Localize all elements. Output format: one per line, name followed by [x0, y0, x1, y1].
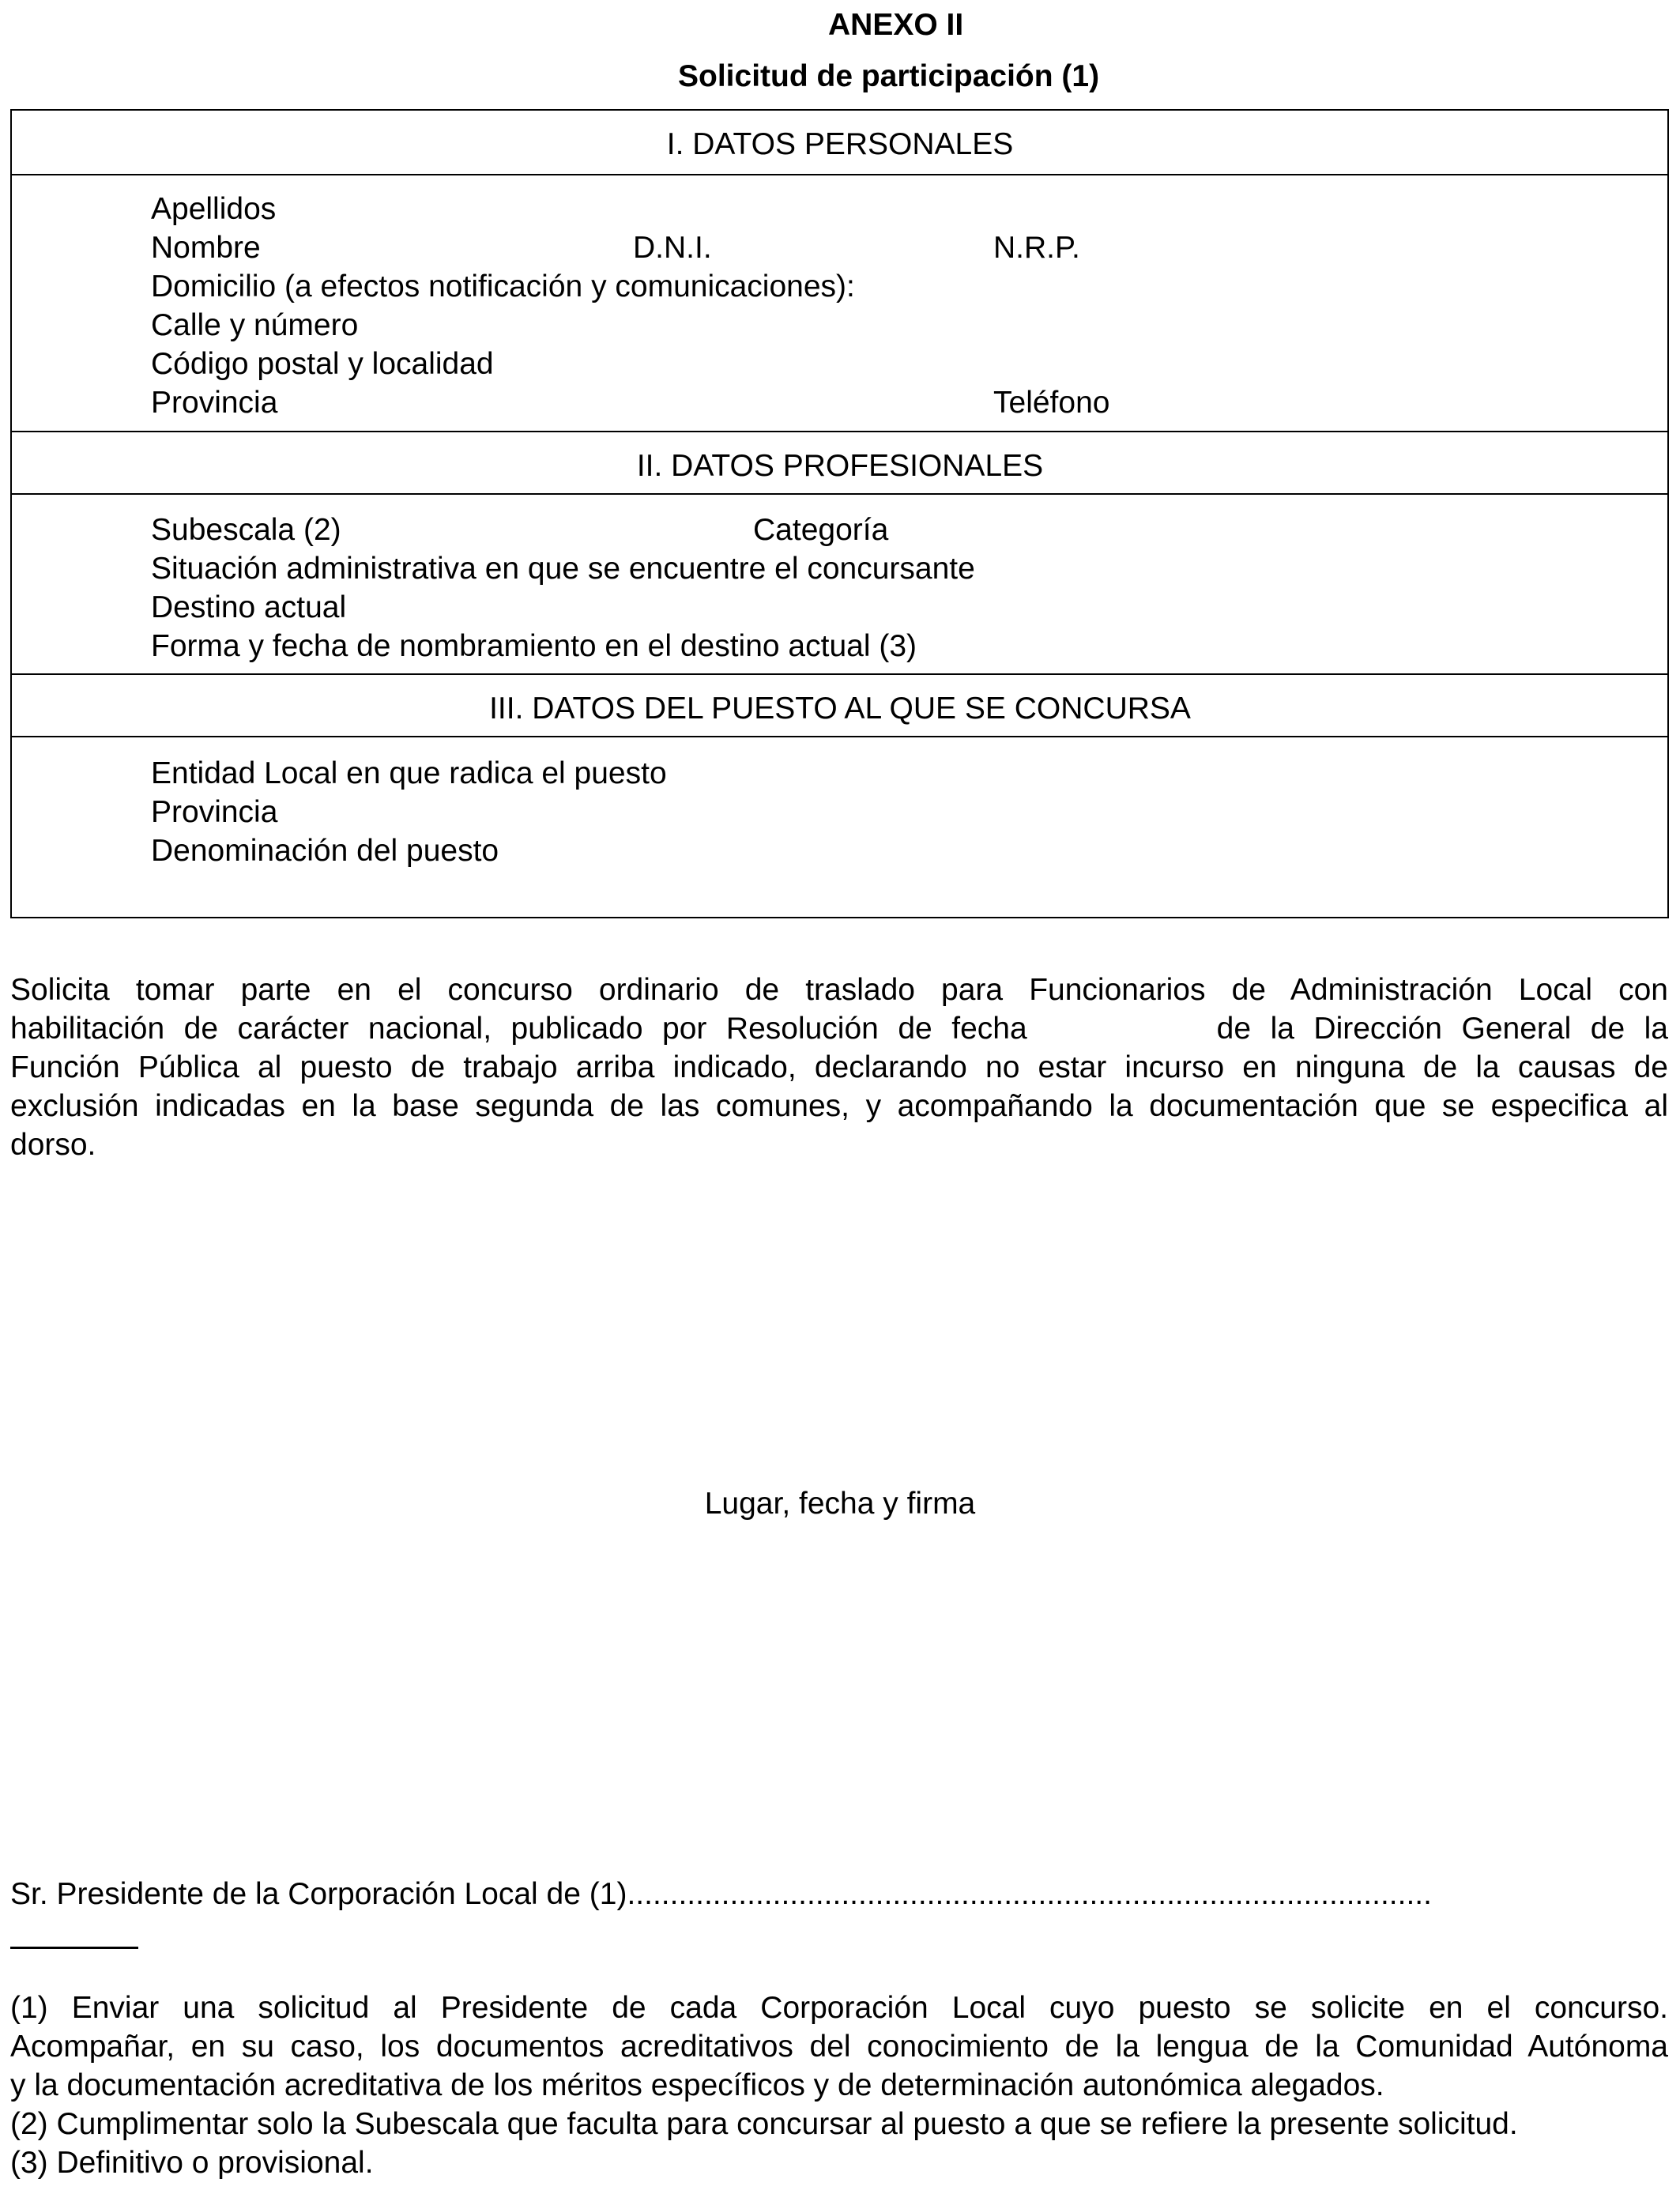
- field-denominacion: Denominación del puesto: [151, 834, 499, 868]
- footnote-2: (2) Cumplimentar solo la Subescala que faculta para concursar al puesto a que se refiere la presente solicitud.: [10, 2107, 1518, 2141]
- field-codigo-postal: Código postal y localidad: [151, 347, 494, 381]
- divider-job-heading: [10, 736, 1669, 737]
- footnote-1-line1: (1) Enviar una solicitud al Presidente de cada Corporación Local cuyo puesto se solicite en el concurso.: [10, 1991, 1668, 2025]
- field-apellidos: Apellidos: [151, 192, 277, 226]
- footnote-1-line2: Acompañar, en su caso, los documentos acreditativos del conocimiento de la lengua de la Comunidad Autónoma: [10, 2030, 1668, 2064]
- request-paragraph-line5: dorso.: [10, 1128, 96, 1162]
- field-destino: Destino actual: [151, 590, 347, 624]
- section-job-heading: III. DATOS DEL PUESTO AL QUE SE CONCURSA: [489, 692, 1191, 726]
- addressee-line: Sr. Presidente de la Corporación Local de (1)..............................................................................................: [10, 1877, 1432, 1911]
- field-domicilio: Domicilio (a efectos notificación y comunicaciones):: [151, 270, 855, 303]
- field-provincia-puesto: Provincia: [151, 795, 278, 829]
- request-paragraph-line3: Función Pública al puesto de trabajo arriba indicado, declarando no estar incurso en ninguna de la causas de: [10, 1050, 1668, 1084]
- request-paragraph-line4: exclusión indicadas en la base segunda de las comunes, y acompañando la documentación que se especifica al: [10, 1089, 1668, 1123]
- divider-section-2: [10, 431, 1669, 432]
- field-entidad: Entidad Local en que radica el puesto: [151, 756, 667, 790]
- field-dni: D.N.I.: [633, 231, 712, 265]
- request-paragraph-line1: Solicita tomar parte en el concurso ordinario de traslado para Funcionarios de Administración Local con: [10, 973, 1668, 1007]
- field-telefono: Teléfono: [993, 386, 1110, 420]
- field-calle: Calle y número: [151, 308, 359, 342]
- section-professional-heading: II. DATOS PROFESIONALES: [636, 449, 1044, 483]
- annex-title: ANEXO II: [828, 8, 964, 42]
- footnote-separator: [10, 1947, 138, 1949]
- form-subtitle: Solicitud de participación (1): [678, 59, 1100, 93]
- field-provincia: Provincia: [151, 386, 278, 420]
- footnote-3: (3) Definitivo o provisional.: [10, 2146, 374, 2180]
- field-subescala: Subescala (2): [151, 513, 341, 547]
- section-personal-heading: I. DATOS PERSONALES: [666, 127, 1014, 161]
- footnote-1-line3: y la documentación acreditativa de los méritos específicos y de determinación autonómica alegados.: [10, 2068, 1384, 2102]
- request-line2-end: de la Dirección General de la: [1216, 1012, 1668, 1046]
- divider-professional-heading: [10, 493, 1669, 495]
- field-nombre: Nombre: [151, 231, 261, 265]
- signature-label: Lugar, fecha y firma: [704, 1487, 976, 1521]
- request-line2-start: habilitación de carácter nacional, publicado por Resolución de fecha: [10, 1012, 1027, 1046]
- field-situacion: Situación administrativa en que se encuentre el concursante: [151, 552, 975, 586]
- divider-personal-heading: [10, 174, 1669, 175]
- request-paragraph-line2: [10, 1009, 1668, 1048]
- divider-section-3: [10, 673, 1669, 675]
- field-nrp: N.R.P.: [993, 231, 1080, 265]
- field-categoria: Categoría: [753, 513, 889, 547]
- field-forma-fecha: Forma y fecha de nombramiento en el destino actual (3): [151, 629, 917, 663]
